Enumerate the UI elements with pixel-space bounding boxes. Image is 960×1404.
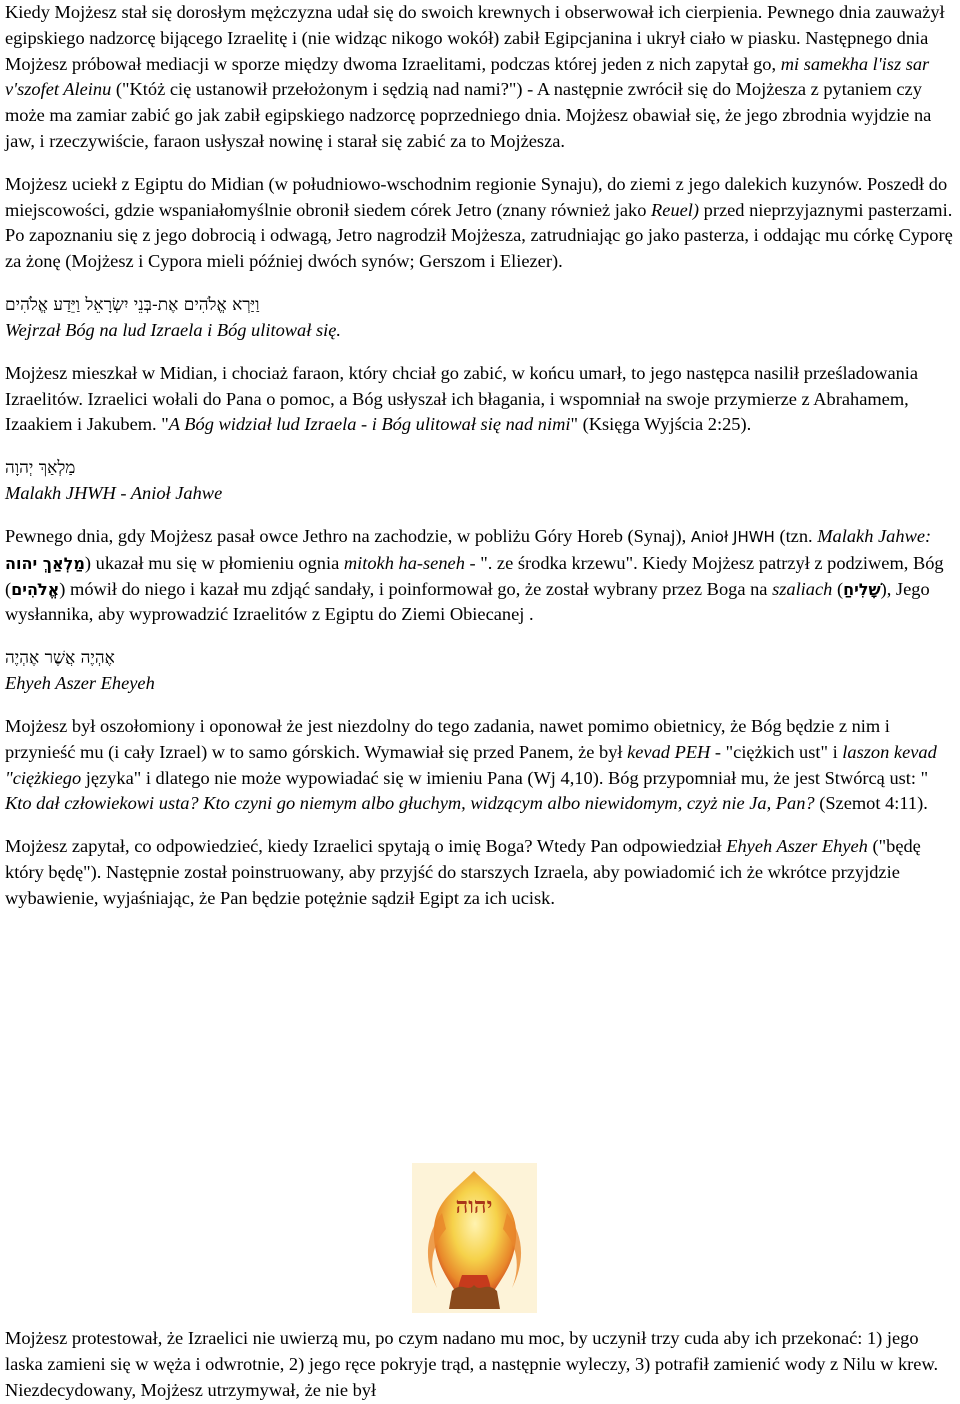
hebrew-verse-2-translation [5,481,955,507]
p4-hebrew-elohim: אֱלֹהִים [11,579,60,599]
hebrew-verse-1-translation [5,318,955,344]
p4-italic-szaliach: szaliach [772,578,833,599]
hebrew-verse-1 [5,292,955,318]
p6-text-a: Mojżesz zapytał, co odpowiedzieć, kiedy Izraelici spytają o imię Boga? Wtedy Pan odpowiedział [5,836,727,857]
flame-illustration [412,1163,537,1313]
p4-text-e: ) mówił do niego i kazał mu zdjąć sandały, i poinformował go, że został wybrany przez Boga na [59,578,773,599]
p3-text-a: Mojżesz mieszkał w Midian, i chociaż faraon, który chciał go zabić, w końcu umarł, to jego następca nasilił prześladowania Izraelitów. Izraelici wołali do Pana o pomoc, a Bóg usłyszał ich błagania, i wspomniał na swoje przymierze z Abrahamem, Izaakiem i Jakubem. " [5,362,919,435]
hebrew-verse-2 [5,455,955,481]
p4-anioł-jhwh: Anioł JHWH [690,527,775,546]
hebrew-verse-1-text: וַיַּרְא אֱלֹהִים אֶת-בְּנֵי יִשְׂרָאֵל וַיֵּדַע אֱלֹהִים [5,294,260,315]
p5-text-a: Mojżesz był oszołomiony i oponował że jest niezdolny do tego zadania, nawet pomimo obietnicy, że Bóg będzie z nim i przynieść mu (i cały Izrael) w to samo górskich. Wymawiał się przed Panem, że był [5,715,890,762]
p4-hebrew-shaliach: שָׁלִיחַ [843,579,881,599]
hebrew-verse-3-translation [5,671,955,697]
p4-hebrew-malakh: מַלְאַךְ יהוה [5,553,85,573]
p4-text-c: ) ukazał mu się w płomieniu ognia [84,552,344,573]
p3-text-b: " (Księga Wyjścia 2:25). [570,414,752,435]
p7-text-a: Mojżesz protestował, że Izraelici nie uwierzą mu, po czym nadano mu moc, by uczynił trzy cuda aby ich przekonać: 1) jego laska zamieni się w węża i odwrotnie, 2) jego ręce pokryje trąd, a następnie wyleczy, 3) potrafił zamienić wody z Nilu w krew. Niezdecydowany, Mojżesz utrzymywał, że nie był [5,1328,939,1400]
paragraph-5 [5,714,955,817]
document-page [5,0,955,912]
p4-text-g: ), Jego wysłannika, aby wyprowadzić Izraelitów z Egiptu do Ziemi Obiecanej . [5,578,930,625]
p5-italic-quote: Kto dał człowiekowi usta? Kto czyni go niemym albo głuchym, widzącym albo niewidomym, czyż nie Ja, Pan? [5,793,815,814]
p5-text-d: (Szemot 4:11). [814,793,928,814]
p4-text-a: Pewnego dnia, gdy Mojżesz pasał owce Jethro na zachodzie, w pobliżu Góry Horeb (Synaj), [5,525,691,546]
p2-text-a: Mojżesz uciekł z Egiptu do Midian (w południowo-wschodnim regionie Synaju), do ziemi z jego dalekich kuzynów. Poszedł do miejscowości, gdzie wspaniałomyślnie obronił siedem córek Jetro (znany również jako [5,173,948,220]
burning-bush-yhwh-icon [412,1163,537,1313]
paragraph-7 [5,1326,955,1403]
paragraph-2 [5,172,955,275]
p5-text-c: języka" i dlatego nie może wypowiadać się w imieniu Pana (Wj 4,10). Bóg przypomniał mu, że jest Stwórcą ust: " [81,767,929,788]
p5-text-b: - "ciężkich ust" i [710,741,843,762]
p4-text-f: ( [832,578,844,599]
translation-3-text: Ehyeh Aszer Eheyeh [5,673,155,694]
hebrew-verse-3 [5,645,955,671]
p5-italic-laszon: laszon kevad "ciężkiego [5,741,937,788]
p4-text-d: - ". ze środka krzewu". Kiedy Mojżesz patrzył z podziwem, Bóg ( [5,552,944,599]
p4-italic-malakh: Malakh Jahwe: [817,525,932,546]
p4-italic-mitokh: mitokh ha-seneh [343,552,465,573]
yhwh-letters: יהוה [455,1193,493,1219]
p2-italic-reuel: Reuel) [651,199,700,220]
p6-text-b: ("będę który będę"). Następnie został poinstruowany, aby przyjść do starszych Izraela, aby powiadomić ich że wkrótce przyjdzie wybawienie, wyjaśniając, że Pan będzie potężnie sądził Egipt za ich ucisk. [5,836,921,908]
hebrew-verse-2-text: מַלְאַךְ יְהוָה [5,458,76,479]
paragraph-3 [5,361,955,438]
p1-text-a: Kiedy Mojżesz stał się dorosłym mężczyzna udał się do swoich krewnych i obserwował ich cierpienia. Pewnego dnia zauważył egipskiego nadzorcę bijącego Izraelitę i (nie widząc nikogo wokół) zabił Egipcjanina i ukrył ciało w piasku. Następnego dnia Mojżesz próbował mediacji w sporze między dwoma Izraelitami, podczas której jeden z nich zapytał go, [5,2,945,74]
translation-2-text: Malakh JHWH - Anioł Jahwe [5,483,223,504]
document-page-bottom [5,1326,955,1403]
paragraph-1 [5,0,955,155]
p1-text-b: ("Któż cię ustanowił przełożonym i sędzią nad nami?") - A następnie zwrócił się do Mojżesza z pytaniem czy może ma zamiar zabić go jak zabił egipskiego nadzorcę poprzedniego dnia. Mojżesz obawiał się, że jego zbrodnia wyjdzie na jaw, i rzeczywiście, faraon usłyszał nowinę i starał się zabić za to Mojżesza. [5,79,932,151]
p5-italic-kevad-peh: kevad PEH [627,741,711,762]
hebrew-verse-3-text: אֶהְיֶה אֲשֶׁר אֶהְיֶה [5,648,115,669]
p4-text-b: (tzn. [774,525,818,546]
paragraph-6 [5,834,955,911]
translation-1-text: Wejrzał Bóg na lud Izraela i Bóg ulitował się. [5,319,341,340]
paragraph-4 [5,524,955,628]
p6-italic-ehyeh: Ehyeh Aszer Ehyeh [726,836,868,857]
p2-text-b: przed nieprzyjaznymi pasterzami. Po zapoznaniu się z jego dobrocią i odwagą, Jetro nagrodził Mojżesza, zatrudniając go jako pasterza, i oddając mu córkę Cyporę za żonę (Mojżesz i Cypora mieli później dwóch synów; Gerszom i Eliezer). [5,199,953,272]
p3-italic-quote: A Bóg widział lud Izraela - i Bóg ulitował się nad nimi [168,414,571,435]
p1-italic-phrase: mi samekha l'isz sar v'szofet Aleinu [5,53,930,100]
